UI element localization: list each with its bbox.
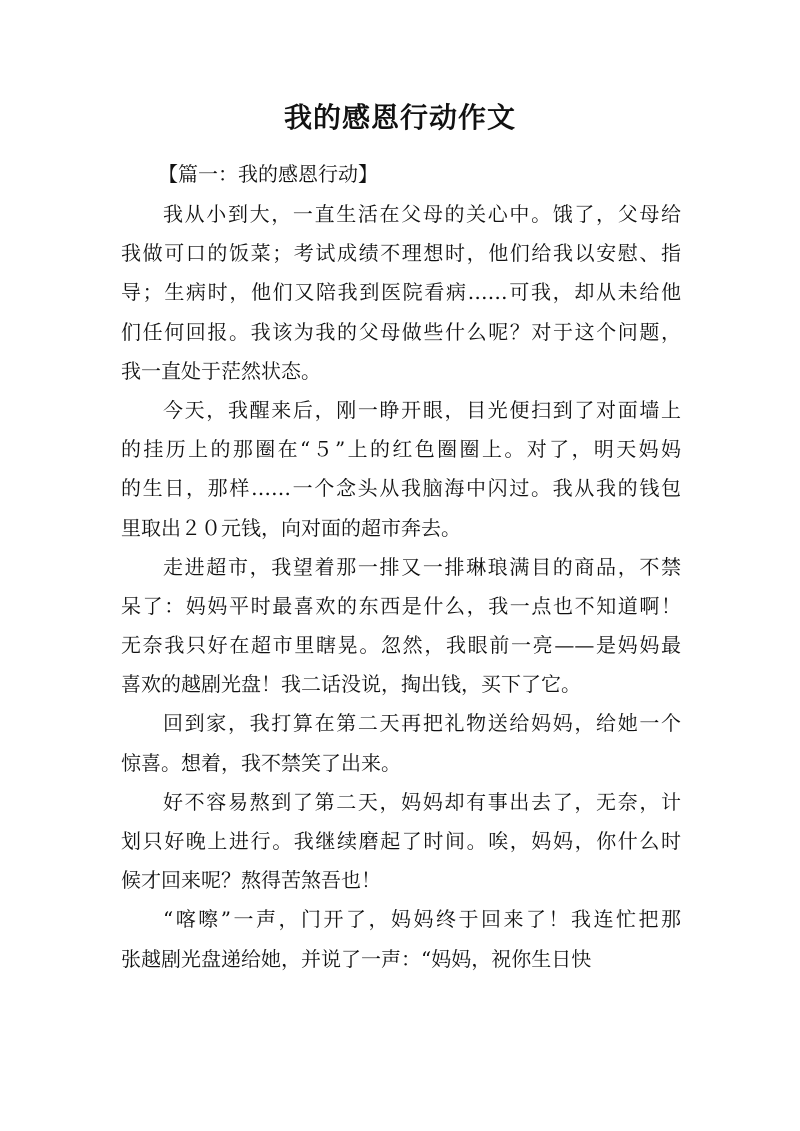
paragraph	[121, 195, 681, 391]
paragraph-line: 我一直处于茫然状态。	[121, 358, 321, 383]
paragraph-line: 们任何回报。我该为我的父母做些什么呢？对于这个问题，	[121, 319, 681, 344]
paragraph-line: 候才回来呢？熬得苦煞吾也！	[121, 868, 381, 893]
paragraph-line: 喜欢的越剧光盘！我二话没说，掏出钱，买下了它。	[121, 672, 581, 697]
paragraph-line: 的生日，那样……一个念头从我脑海中闪过。我从我的钱包	[121, 476, 681, 501]
paragraph	[121, 704, 681, 782]
paragraph	[121, 900, 681, 978]
paragraph-line: 走进超市，我望着那一排又一排琳琅满目的商品，不禁	[163, 554, 681, 579]
document-body	[121, 195, 681, 979]
paragraph-line: 里取出２０元钱，向对面的超市奔去。	[121, 515, 461, 540]
paragraph-line: 回到家，我打算在第二天再把礼物送给妈妈，给她一个	[163, 711, 681, 736]
paragraph-line: 划只好晚上进行。我继续磨起了时间。唉，妈妈，你什么时	[121, 829, 681, 853]
paragraph-line: “喀嚓”一声，门开了，妈妈终于回来了！我连忙把那	[163, 907, 681, 932]
section-heading: 【篇一：我的感恩行动】	[158, 162, 378, 186]
paragraph-line: 好不容易熬到了第二天，妈妈却有事出去了，无奈，计	[163, 789, 681, 814]
paragraph-line: 呆了：妈妈平时最喜欢的东西是什么，我一点也不知道啊！	[121, 593, 681, 618]
paragraph-line: 今天，我醒来后，刚一睁开眼，目光便扫到了对面墙上	[163, 397, 681, 422]
paragraph-line: 惊喜。想着，我不禁笑了出来。	[121, 750, 401, 775]
paragraph-line: 导；生病时，他们又陪我到医院看病……可我，却从未给他	[121, 280, 681, 305]
document-title: 我的感恩行动作文	[283, 101, 516, 134]
paragraph-line: 我做可口的饭菜；考试成绩不理想时，他们给我以安慰、指	[121, 241, 681, 266]
paragraph	[121, 548, 681, 705]
paragraph-line: 的挂历上的那圈在“５”上的红色圈圈上。对了，明天妈妈	[121, 437, 681, 462]
paragraph-line: 无奈我只好在超市里瞎晃。忽然，我眼前一亮——是妈妈最	[121, 633, 681, 658]
paragraph-line: 张越剧光盘递给她，并说了一声：“妈妈，祝你生日快	[121, 946, 592, 971]
paragraph	[121, 783, 681, 901]
paragraph	[121, 391, 681, 548]
paragraph-line: 我从小到大，一直生活在父母的关心中。饿了，父母给	[163, 202, 681, 226]
